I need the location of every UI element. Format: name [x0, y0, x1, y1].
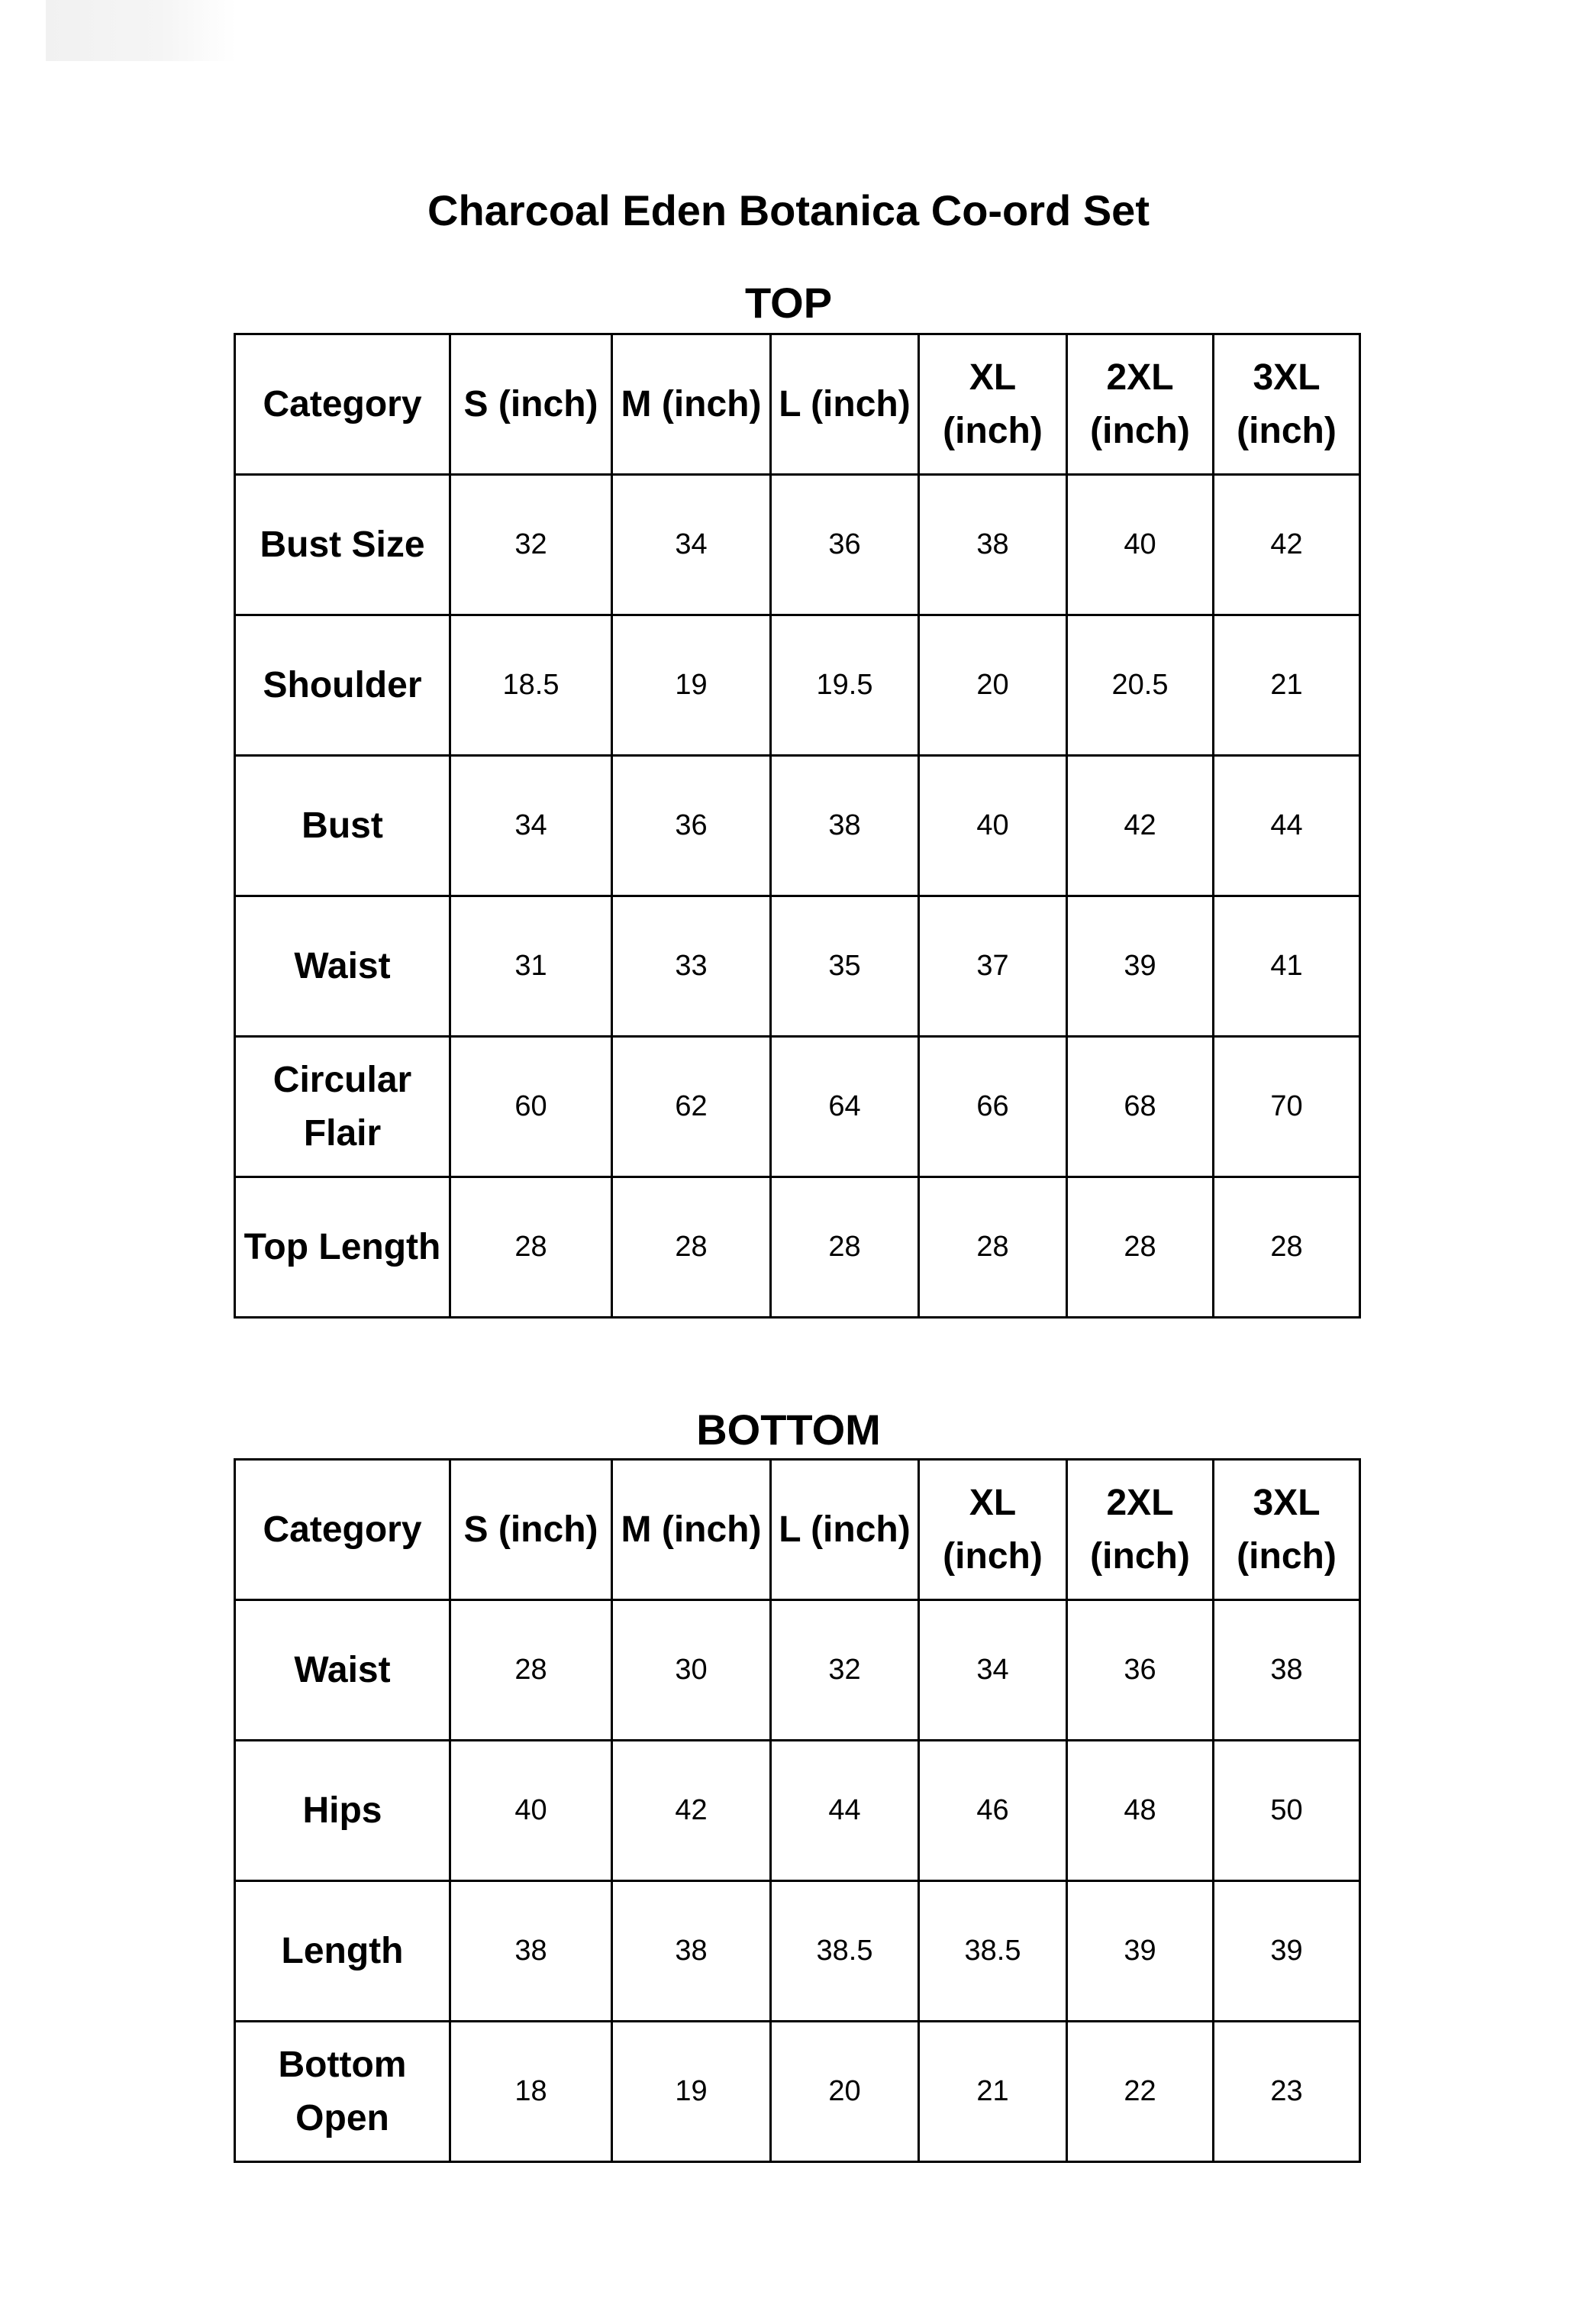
row-category: Length: [235, 1881, 450, 2022]
measurement-cell: 32: [450, 475, 612, 615]
row-category: Waist: [235, 1600, 450, 1741]
measurement-cell: 42: [1214, 475, 1360, 615]
measurement-cell: 42: [612, 1741, 771, 1881]
column-header: L (inch): [771, 1460, 919, 1600]
measurement-cell: 34: [612, 475, 771, 615]
table-row: [235, 2022, 1360, 2162]
column-header: XL (inch): [919, 1460, 1067, 1600]
corner-shade: [46, 0, 237, 61]
measurement-cell: 60: [450, 1037, 612, 1177]
column-header: M (inch): [612, 334, 771, 475]
measurement-cell: 62: [612, 1037, 771, 1177]
table-row: [235, 1881, 1360, 2022]
measurement-cell: 33: [612, 896, 771, 1037]
measurement-cell: 23: [1214, 2022, 1360, 2162]
column-header: M (inch): [612, 1460, 771, 1600]
column-header: 3XL (inch): [1214, 334, 1360, 475]
row-category: Top Length: [235, 1177, 450, 1318]
measurement-cell: 38.5: [771, 1881, 919, 2022]
table-header-row: [235, 334, 1360, 475]
measurement-cell: 38: [771, 756, 919, 896]
measurement-cell: 35: [771, 896, 919, 1037]
measurement-cell: 36: [771, 475, 919, 615]
measurement-cell: 46: [919, 1741, 1067, 1881]
row-category: Waist: [235, 896, 450, 1037]
measurement-cell: 28: [450, 1600, 612, 1741]
measurement-cell: 20.5: [1067, 615, 1214, 756]
column-header: S (inch): [450, 334, 612, 475]
measurement-cell: 28: [612, 1177, 771, 1318]
measurement-cell: 38.5: [919, 1881, 1067, 2022]
row-category: Bust Size: [235, 475, 450, 615]
measurement-cell: 34: [919, 1600, 1067, 1741]
column-header: 2XL (inch): [1067, 334, 1214, 475]
measurement-cell: 70: [1214, 1037, 1360, 1177]
top-size-table: [234, 333, 1361, 1319]
column-header: 2XL (inch): [1067, 1460, 1214, 1600]
column-header: L (inch): [771, 334, 919, 475]
measurement-cell: 41: [1214, 896, 1360, 1037]
measurement-cell: 40: [1067, 475, 1214, 615]
measurement-cell: 39: [1067, 1881, 1214, 2022]
measurement-cell: 38: [1214, 1600, 1360, 1741]
table-header-row: [235, 1460, 1360, 1600]
measurement-cell: 28: [450, 1177, 612, 1318]
measurement-cell: 20: [771, 2022, 919, 2162]
measurement-cell: 39: [1067, 896, 1214, 1037]
row-category: Shoulder: [235, 615, 450, 756]
measurement-cell: 22: [1067, 2022, 1214, 2162]
measurement-cell: 19: [612, 615, 771, 756]
table-row: [235, 1741, 1360, 1881]
measurement-cell: 32: [771, 1600, 919, 1741]
page-title: Charcoal Eden Botanica Co-ord Set: [427, 186, 1150, 234]
measurement-cell: 38: [450, 1881, 612, 2022]
measurement-cell: 68: [1067, 1037, 1214, 1177]
column-header: 3XL (inch): [1214, 1460, 1360, 1600]
measurement-cell: 40: [450, 1741, 612, 1881]
measurement-cell: 64: [771, 1037, 919, 1177]
table-row: [235, 1600, 1360, 1741]
measurement-cell: 40: [919, 756, 1067, 896]
bottom-size-table: [234, 1458, 1361, 2163]
measurement-cell: 44: [1214, 756, 1360, 896]
column-header: Category: [235, 1460, 450, 1600]
column-header: Category: [235, 334, 450, 475]
row-category: Circular Flair: [235, 1037, 450, 1177]
measurement-cell: 36: [612, 756, 771, 896]
measurement-cell: 31: [450, 896, 612, 1037]
measurement-cell: 34: [450, 756, 612, 896]
table-row: [235, 756, 1360, 896]
row-category: Bust: [235, 756, 450, 896]
measurement-cell: 36: [1067, 1600, 1214, 1741]
measurement-cell: 30: [612, 1600, 771, 1741]
table-row: [235, 615, 1360, 756]
table-row: [235, 1037, 1360, 1177]
measurement-cell: 19: [612, 2022, 771, 2162]
measurement-cell: 37: [919, 896, 1067, 1037]
table-row: [235, 896, 1360, 1037]
measurement-cell: 18.5: [450, 615, 612, 756]
measurement-cell: 39: [1214, 1881, 1360, 2022]
measurement-cell: 28: [771, 1177, 919, 1318]
measurement-cell: 44: [771, 1741, 919, 1881]
bottom-table-body: [235, 1600, 1360, 2162]
measurement-cell: 42: [1067, 756, 1214, 896]
measurement-cell: 18: [450, 2022, 612, 2162]
row-category: Hips: [235, 1741, 450, 1881]
top-section-title: TOP: [744, 279, 833, 327]
column-header: S (inch): [450, 1460, 612, 1600]
measurement-cell: 28: [1214, 1177, 1360, 1318]
measurement-cell: 38: [612, 1881, 771, 2022]
measurement-cell: 21: [1214, 615, 1360, 756]
measurement-cell: 50: [1214, 1741, 1360, 1881]
top-table-body: [235, 475, 1360, 1318]
measurement-cell: 21: [919, 2022, 1067, 2162]
measurement-cell: 28: [1067, 1177, 1214, 1318]
measurement-cell: 38: [919, 475, 1067, 615]
row-category: Bottom Open: [235, 2022, 450, 2162]
column-header: XL (inch): [919, 334, 1067, 475]
table-row: [235, 1177, 1360, 1318]
bottom-section-title: BOTTOM: [696, 1406, 881, 1454]
measurement-cell: 28: [919, 1177, 1067, 1318]
measurement-cell: 20: [919, 615, 1067, 756]
table-row: [235, 475, 1360, 615]
measurement-cell: 48: [1067, 1741, 1214, 1881]
measurement-cell: 19.5: [771, 615, 919, 756]
measurement-cell: 66: [919, 1037, 1067, 1177]
